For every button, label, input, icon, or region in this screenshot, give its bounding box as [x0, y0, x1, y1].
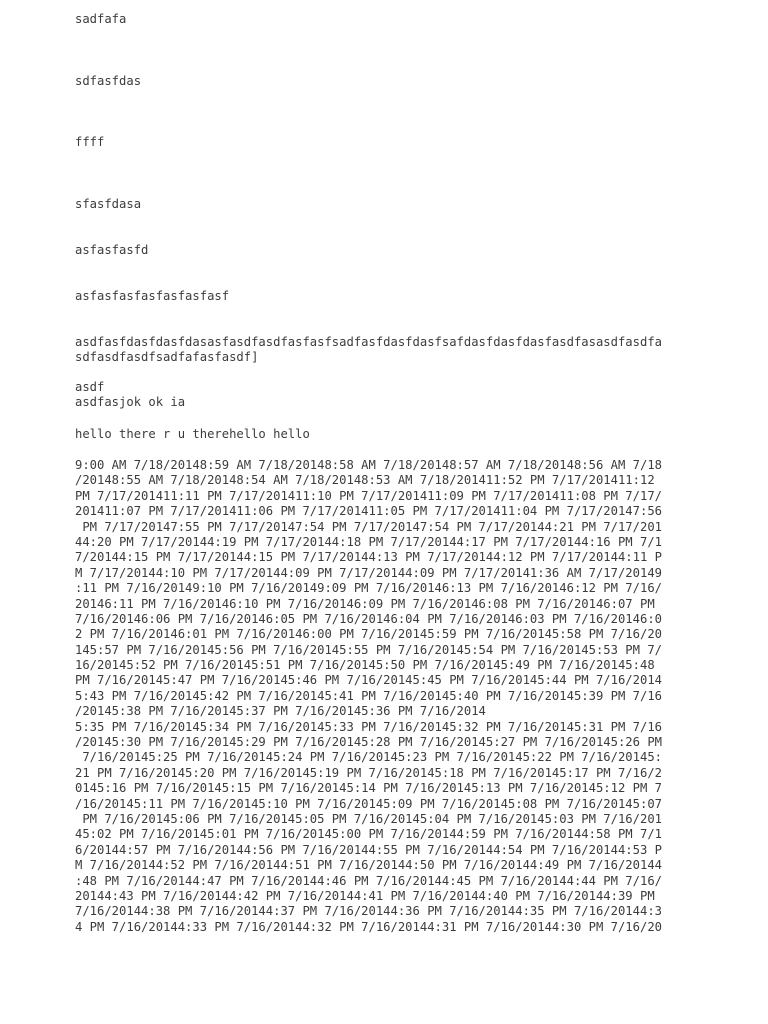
text-line-ffff: ffff: [75, 135, 105, 149]
timestamp-line: 16/20145:52 PM 7/16/20145:51 PM 7/16/20145:50 PM 7/16/20145:49 PM 7/16/20145:48: [75, 658, 655, 673]
timestamp-line: PM 7/16/20145:06 PM 7/16/20145:05 PM 7/16/20145:04 PM 7/16/20145:03 PM 7/16/201: [75, 811, 662, 826]
timestamp-line: 5:35 PM 7/16/20145:34 PM 7/16/20145:33 PM 7/16/20145:32 PM 7/16/20145:31 PM 7/16: [75, 719, 662, 734]
timestamp-line: 145:57 PM 7/16/20145:56 PM 7/16/20145:55 PM 7/16/20145:54 PM 7/16/20145:53 PM 7/: [75, 642, 662, 657]
timestamp-line: :48 PM 7/16/20144:47 PM 7/16/20144:46 PM 7/16/20144:45 PM 7/16/20144:44 PM 7/16/: [75, 873, 662, 888]
hello-line: hello there r u therehello hello: [75, 427, 310, 441]
long-text-block: [75, 335, 662, 366]
timestamp-line: 44:20 PM 7/17/20144:19 PM 7/17/20144:18 PM 7/17/20144:17 PM 7/17/20144:16 PM 7/1: [75, 534, 662, 549]
timestamp-line: 7/16/20144:38 PM 7/16/20144:37 PM 7/16/20144:36 PM 7/16/20144:35 PM 7/16/20144:3: [75, 904, 662, 919]
text-line-sfasfdasa: sfasfdasa: [75, 197, 142, 211]
long-text-line: sdfasdfasdfsadfafasfasdf]: [75, 350, 259, 365]
timestamp-line: PM 7/17/201411:11 PM 7/17/201411:10 PM 7/17/201411:09 PM 7/17/201411:08 PM 7/17/: [75, 488, 662, 503]
text-line-asfasfasfd: asfasfasfd: [75, 243, 149, 257]
timestamp-line: 21 PM 7/16/20145:20 PM 7/16/20145:19 PM 7/16/20145:18 PM 7/16/20145:17 PM 7/16/2: [75, 765, 662, 780]
timestamp-line: PM 7/17/20147:55 PM 7/17/20147:54 PM 7/17/20147:54 PM 7/17/20144:21 PM 7/17/201: [75, 519, 662, 534]
asdf-line: asdfasjok ok ia: [75, 395, 186, 410]
timestamp-line: 2 PM 7/16/20146:01 PM 7/16/20146:00 PM 7/16/20145:59 PM 7/16/20145:58 PM 7/16/20: [75, 627, 662, 642]
long-text-line: asdfasfdasfdasfdasasfasdfasdfasfasfsadfasfdasfdasfsafdasfdasfdasfasdfasasdfasdfa: [75, 335, 662, 349]
timestamp-line: :11 PM 7/16/20149:10 PM 7/16/20149:09 PM 7/16/20146:13 PM 7/16/20146:12 PM 7/16/: [75, 581, 662, 596]
text-line-sdfasfdas: sdfasfdas: [75, 74, 142, 88]
timestamp-line: 0145:16 PM 7/16/20145:15 PM 7/16/20145:14 PM 7/16/20145:13 PM 7/16/20145:12 PM 7: [75, 781, 662, 796]
text-line-asfasfasfasfasfasfasf: asfasfasfasfasfasfasf: [75, 289, 230, 303]
asdf-line: asdf: [75, 380, 105, 394]
timestamp-line: /20148:55 AM 7/18/20148:54 AM 7/18/20148:53 AM 7/18/201411:52 PM 7/17/201411:12: [75, 473, 655, 488]
timestamp-line: /20145:30 PM 7/16/20145:29 PM 7/16/20145:28 PM 7/16/20145:27 PM 7/16/20145:26 PM: [75, 735, 662, 750]
timestamp-line: M 7/17/20144:10 PM 7/17/20144:09 PM 7/17/20144:09 PM 7/17/20141:36 AM 7/17/20149: [75, 565, 662, 580]
timestamp-line: PM 7/16/20145:47 PM 7/16/20145:46 PM 7/16/20145:45 PM 7/16/20145:44 PM 7/16/2014: [75, 673, 662, 688]
timestamp-line: /16/20145:11 PM 7/16/20145:10 PM 7/16/20145:09 PM 7/16/20145:08 PM 7/16/20145:07: [75, 796, 662, 811]
timestamp-line: 7/16/20145:25 PM 7/16/20145:24 PM 7/16/20145:23 PM 7/16/20145:22 PM 7/16/20145:: [75, 750, 662, 765]
asdf-block: [75, 380, 185, 411]
timestamp-line: 201411:07 PM 7/17/201411:06 PM 7/17/201411:05 PM 7/17/201411:04 PM 7/17/20147:56: [75, 504, 662, 519]
timestamp-line: 4 PM 7/16/20144:33 PM 7/16/20144:32 PM 7/16/20144:31 PM 7/16/20144:30 PM 7/16/20: [75, 919, 662, 934]
timestamp-line: 20144:43 PM 7/16/20144:42 PM 7/16/20144:41 PM 7/16/20144:40 PM 7/16/20144:39 PM: [75, 888, 655, 903]
timestamp-line: 7/20144:15 PM 7/17/20144:15 PM 7/17/20144:13 PM 7/17/20144:12 PM 7/17/20144:11 P: [75, 550, 662, 565]
timestamp-line: 6/20144:57 PM 7/16/20144:56 PM 7/16/20144:55 PM 7/16/20144:54 PM 7/16/20144:53 P: [75, 842, 662, 857]
timestamp-line: 45:02 PM 7/16/20145:01 PM 7/16/20145:00 PM 7/16/20144:59 PM 7/16/20144:58 PM 7/1: [75, 827, 662, 842]
timestamp-line: 9:00 AM 7/18/20148:59 AM 7/18/20148:58 AM 7/18/20148:57 AM 7/18/20148:56 AM 7/18: [75, 458, 662, 472]
timestamp-line: M 7/16/20144:52 PM 7/16/20144:51 PM 7/16/20144:50 PM 7/16/20144:49 PM 7/16/20144: [75, 858, 662, 873]
timestamp-line: 5:43 PM 7/16/20145:42 PM 7/16/20145:41 PM 7/16/20145:40 PM 7/16/20145:39 PM 7/16: [75, 688, 662, 703]
timestamp-line: 7/16/20146:06 PM 7/16/20146:05 PM 7/16/20146:04 PM 7/16/20146:03 PM 7/16/20146:0: [75, 611, 662, 626]
timestamp-line: 20146:11 PM 7/16/20146:10 PM 7/16/20146:09 PM 7/16/20146:08 PM 7/16/20146:07 PM: [75, 596, 655, 611]
timestamp-block: [75, 458, 662, 935]
text-line-sadfafa: sadfafa: [75, 12, 127, 26]
timestamp-line: /20145:38 PM 7/16/20145:37 PM 7/16/20145:36 PM 7/16/2014: [75, 704, 486, 719]
